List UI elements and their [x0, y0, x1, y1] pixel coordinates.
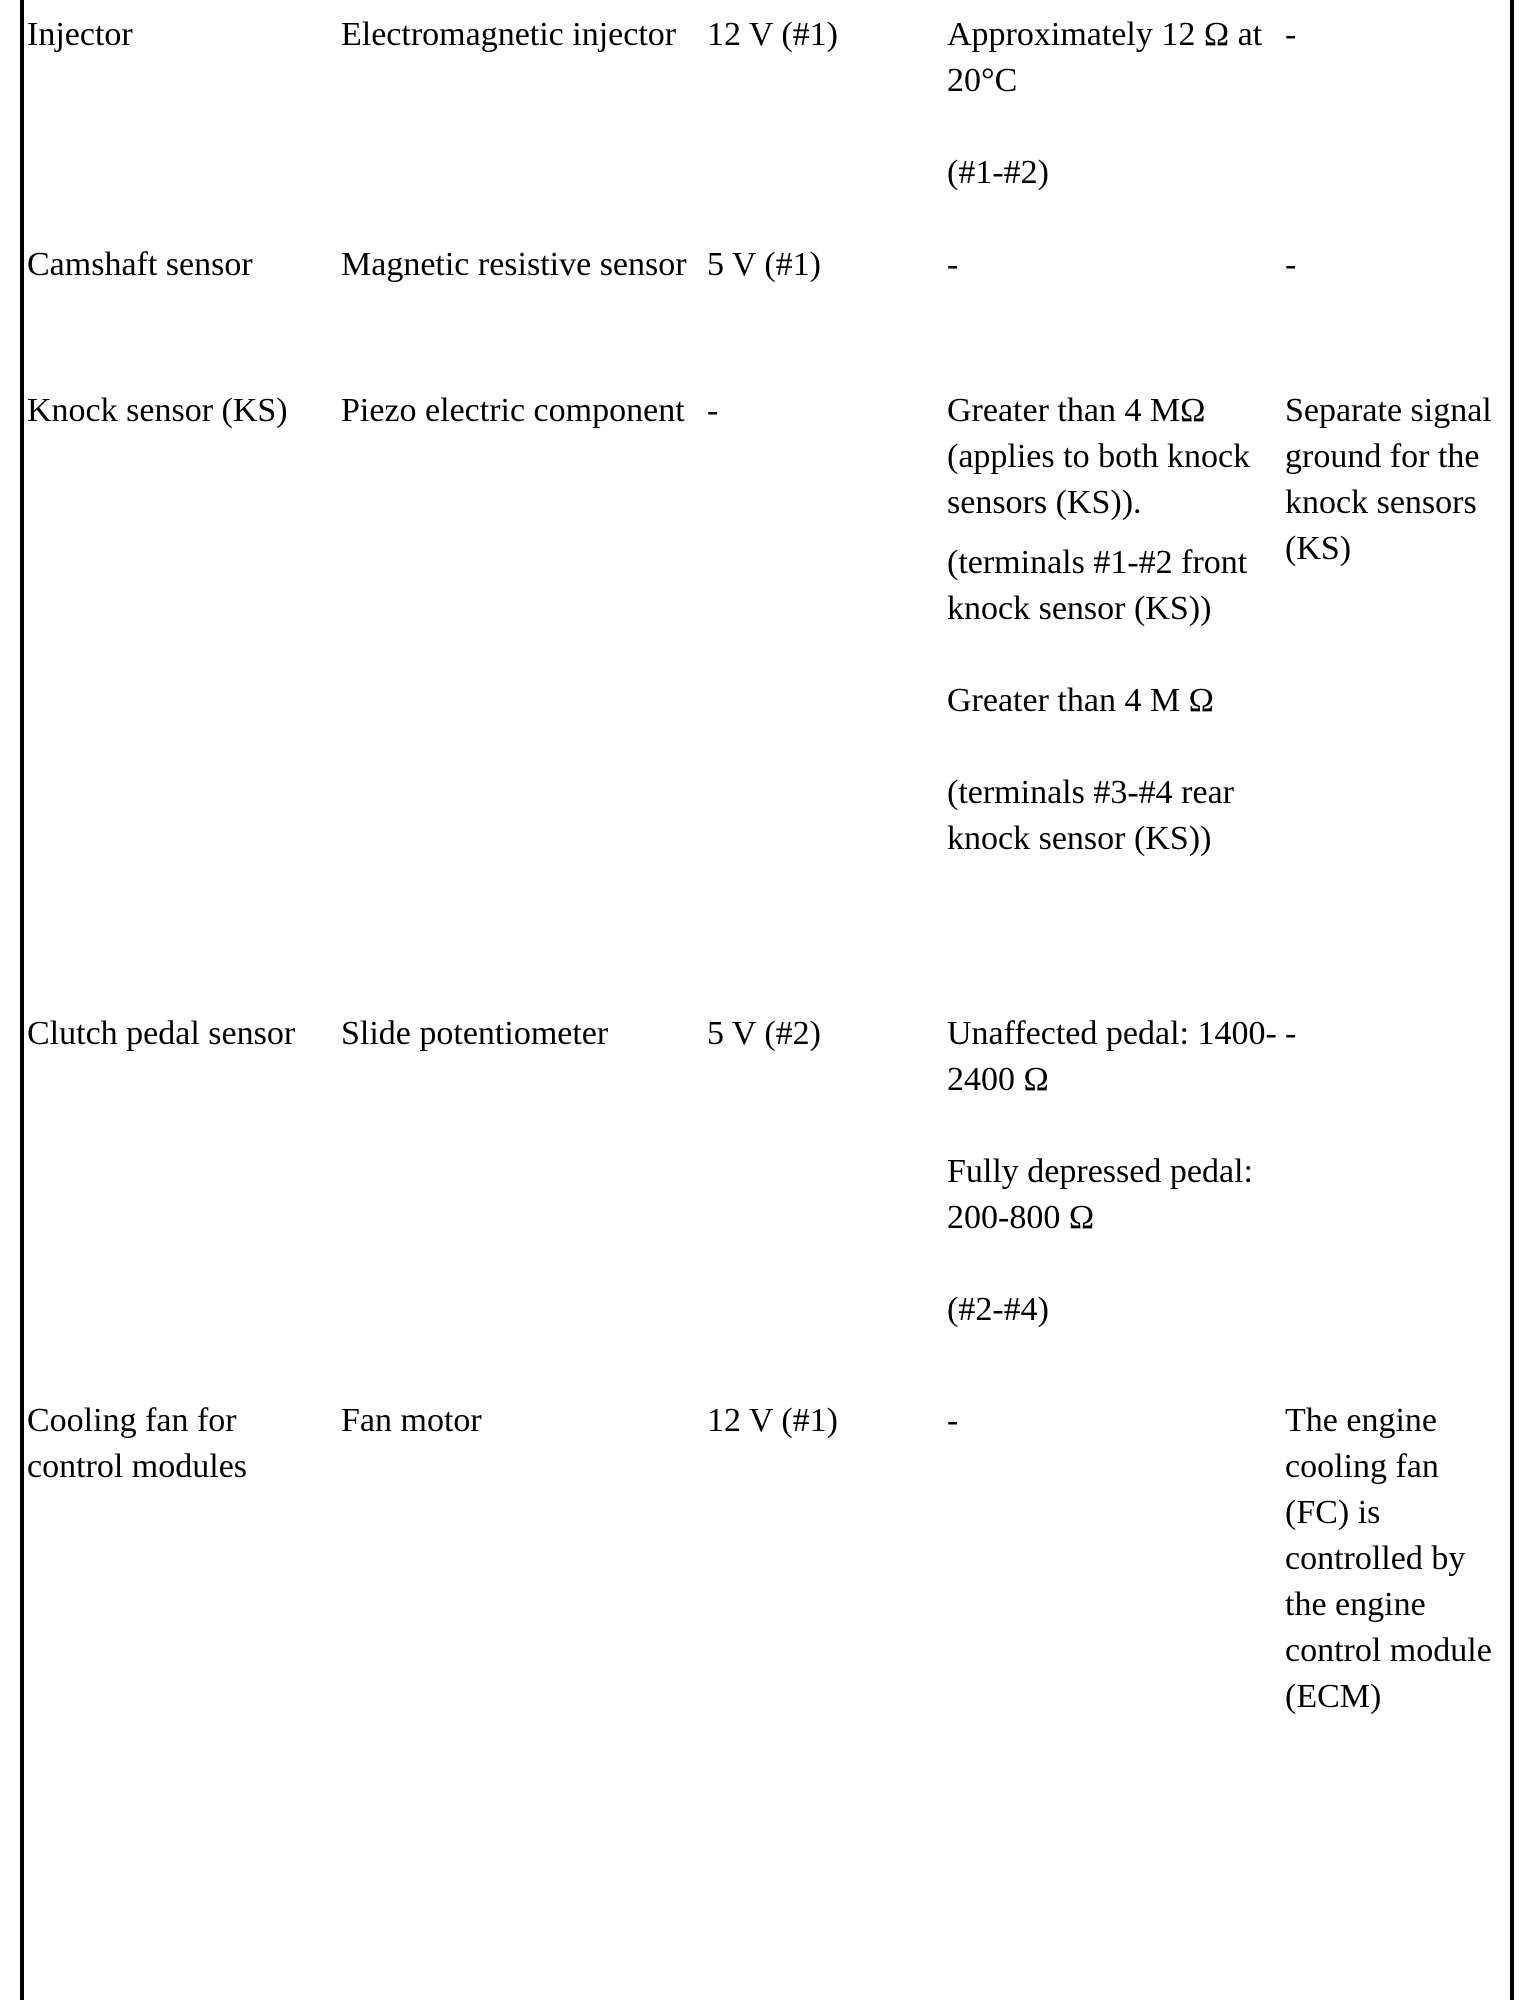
resistance-line: Approximately 12 Ω at 20°C	[947, 16, 1263, 99]
type-cell: Fan motor	[341, 1402, 482, 1439]
table-row-clutch-pedal	[27, 1011, 1507, 1398]
note-text: Separate signal ground for the knock sensors (KS)	[1285, 392, 1492, 567]
voltage-cell: 5 V (#1)	[707, 246, 821, 283]
component-cell: Camshaft sensor	[27, 246, 253, 283]
resistance-line: -	[947, 246, 959, 283]
note-cell: -	[1285, 1015, 1297, 1052]
resistance-cell	[947, 0, 1285, 242]
type-cell: Slide potentiometer	[341, 1015, 609, 1052]
component-cell: Injector	[27, 16, 133, 53]
resistance-line: (terminals #3-#4 rear knock sensor (KS))	[947, 774, 1234, 857]
table-right-border	[1510, 0, 1514, 2000]
component-cell: Cooling fan for control modules	[27, 1402, 248, 1485]
voltage-cell: 12 V (#1)	[707, 1402, 838, 1439]
note-cell: The engine cooling fan (FC) is controlled by the engine control module (ECM)	[1285, 1402, 1492, 1715]
resistance-line: (#2-#4)	[947, 1291, 1049, 1328]
note-cell	[1285, 388, 1507, 1011]
voltage-cell: -	[707, 392, 719, 429]
type-cell: Magnetic resistive sensor	[341, 246, 687, 283]
resistance-cell	[947, 242, 1285, 388]
table-row-injector	[27, 0, 1507, 242]
resistance-line: Unaffected pedal: 1400-2400 Ω	[947, 1015, 1277, 1098]
resistance-cell	[947, 1011, 1285, 1398]
component-spec-table	[27, 0, 1507, 1998]
component-cell: Clutch pedal sensor	[27, 1015, 296, 1052]
type-cell: Electromagnetic injector	[341, 16, 677, 53]
table-row-cooling-fan	[27, 1398, 1507, 1998]
table-left-border	[20, 0, 24, 2000]
component-cell: Knock sensor (KS)	[27, 392, 288, 429]
resistance-line: -	[947, 1402, 959, 1439]
resistance-line: Fully depressed pedal: 200-800 Ω	[947, 1153, 1253, 1236]
resistance-line: (terminals #1-#2 front knock sensor (KS))	[947, 544, 1248, 627]
voltage-cell: 5 V (#2)	[707, 1015, 821, 1052]
note-cell: -	[1285, 16, 1297, 53]
resistance-cell	[947, 1398, 1285, 1998]
voltage-cell: 12 V (#1)	[707, 16, 838, 53]
note-cell: -	[1285, 246, 1297, 283]
table-row-camshaft	[27, 242, 1507, 388]
resistance-line: (#1-#2)	[947, 154, 1049, 191]
type-cell: Piezo electric component	[341, 392, 685, 429]
table-row-knock-sensor	[27, 388, 1507, 1011]
resistance-line: Greater than 4 M Ω	[947, 682, 1214, 719]
resistance-cell	[947, 388, 1285, 1011]
resistance-line: Greater than 4 MΩ (applies to both knock sensors (KS)).	[947, 392, 1251, 521]
